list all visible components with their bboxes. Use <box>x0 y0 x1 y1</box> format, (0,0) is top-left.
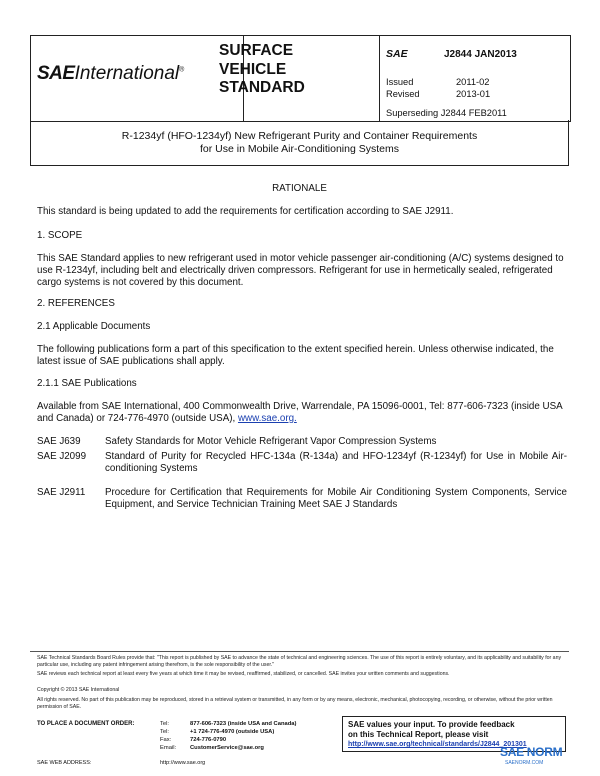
document-id: J2844 JAN2013 <box>444 49 517 60</box>
sae-website-link[interactable]: www.sae.org. <box>237 413 297 424</box>
web-address-value[interactable]: http://www.sae.org <box>160 760 206 766</box>
order-key: Fax: <box>160 737 172 743</box>
order-value: +1 724-776-4970 (outside USA) <box>190 729 275 735</box>
document-title <box>30 120 569 166</box>
order-key: Email: <box>160 745 177 751</box>
issued-row <box>386 77 489 87</box>
standard-type <box>219 42 369 98</box>
availability-text-line2 <box>37 413 297 425</box>
issued-label: Issued <box>386 77 414 87</box>
logo-sae-text: SAE <box>37 63 75 84</box>
scope-text: This SAE Standard applies to new refrigerant used in motor vehicle passenger air-conditioning (A/C) systems designed to <box>37 253 564 264</box>
std-type-line: SURFACE <box>219 42 294 59</box>
sae-mini-logo: SAE <box>386 48 408 60</box>
web-address-label: SAE WEB ADDRESS: <box>37 760 92 766</box>
footer-review-note: SAE reviews each technical report at least every five years at which time it may be revised, reaffirmed, stabilized, or cancelled. SAE invites your written comments and suggestions. <box>37 671 450 677</box>
applicable-text: The following publications form a part of this specification to the extent specified herein. Unless otherwise indicated, the <box>37 344 554 355</box>
order-value[interactable]: CustomerService@sae.org <box>190 745 264 751</box>
reference-id: SAE J2911 <box>37 487 86 498</box>
std-type-line: VEHICLE <box>219 60 287 78</box>
sae-publications-heading: 2.1.1 SAE Publications <box>37 378 137 389</box>
reference-id: SAE J2099 <box>37 451 87 462</box>
footer-rights: All rights reserved. No part of this publication may be reproduced, stored in a retrieval system or transmitted, in any form or by any means, electronic, mechanical, photocopying, recording, or otherwise, without the prior written permission of SAE. <box>37 697 553 710</box>
order-key: Tel: <box>160 729 170 735</box>
applicable-documents-heading: 2.1 Applicable Documents <box>37 321 151 332</box>
reference-description: Procedure for Certification that Requirements for Mobile Air Conditioning System Components, Service Equipment, and Service Technician Training Meet SAE J Standards <box>105 487 567 511</box>
title-line: R-1234yf (HFO-1234yf) New Refrigerant Purity and Container Requirements <box>121 130 478 142</box>
logo-international-text: International <box>74 63 180 84</box>
reference-description: Standard of Purity for Recycled HFC-134a (R-134a) and HFO-1234yf (R-1234yf) for Use in Mobile Air-conditioning Systems <box>105 451 567 475</box>
watermark-logo: SAE NORM <box>500 745 563 759</box>
order-value: 877-606-7323 (inside USA and Canada) <box>190 721 297 727</box>
order-label: TO PLACE A DOCUMENT ORDER: <box>37 721 135 727</box>
feedback-text: SAE values your input. To provide feedback <box>348 720 515 729</box>
reference-id: SAE J639 <box>37 436 81 447</box>
revised-row <box>386 89 490 99</box>
issued-value: 2011-02 <box>456 77 490 87</box>
header-divider <box>379 36 380 121</box>
title-line: for Use in Mobile Air-Conditioning Systems <box>200 143 399 155</box>
references-heading: 2. REFERENCES <box>37 298 115 309</box>
order-key: Tel: <box>160 721 170 727</box>
availability-text: Available from SAE International, 400 Commonwealth Drive, Warrendale, PA 15096-0001, Tel: 877-606-7323 (inside USA <box>37 401 563 412</box>
feedback-text: on this Technical Report, please visit <box>348 730 489 739</box>
revised-label: Revised <box>386 89 420 99</box>
revised-value: 2013-01 <box>456 89 491 99</box>
document-header <box>30 35 571 122</box>
scope-heading: 1. SCOPE <box>37 230 83 241</box>
scope-text: cargo systems is not covered by this document. <box>37 277 244 288</box>
rationale-heading: RATIONALE <box>272 183 327 194</box>
rationale-text: This standard is being updated to add the requirements for certification according to SAE J2911. <box>37 206 454 217</box>
feedback-link[interactable]: http://www.sae.org/technical/standards/J2844_201301 <box>348 741 527 748</box>
applicable-text: latest issue of SAE publications shall apply. <box>37 356 225 367</box>
superseding-text: Superseding J2844 FEB2011 <box>386 108 507 118</box>
footer-copyright: Copyright © 2013 SAE International <box>37 687 120 693</box>
std-type-line: STANDARD <box>219 79 305 96</box>
availability-text: and Canada) or 724-776-4970 (outside USA), <box>37 413 238 424</box>
reference-description: Safety Standards for Motor Vehicle Refrigerant Vapor Compression Systems <box>105 436 437 447</box>
footer-disclaimer: SAE Technical Standards Board Rules provide that: "This report is published by SAE to advance the state of technical and engineering sciences. The use of this report is entirely voluntary, and its applicability and suitability for any particular use, including any patent infringement arising therefrom, is the sole responsibility of the user." <box>37 655 562 668</box>
order-value: 724-776-0790 <box>190 737 227 743</box>
watermark-subtext: SAENORM.COM <box>505 760 544 766</box>
footer-divider <box>30 651 569 652</box>
sae-international-logo <box>37 63 184 85</box>
registered-mark: ® <box>179 66 185 74</box>
scope-text: use R-1234yf, including belt and electrically driven compressors. Refrigerant for use in hermetically sealed, refrigerated <box>37 265 553 276</box>
